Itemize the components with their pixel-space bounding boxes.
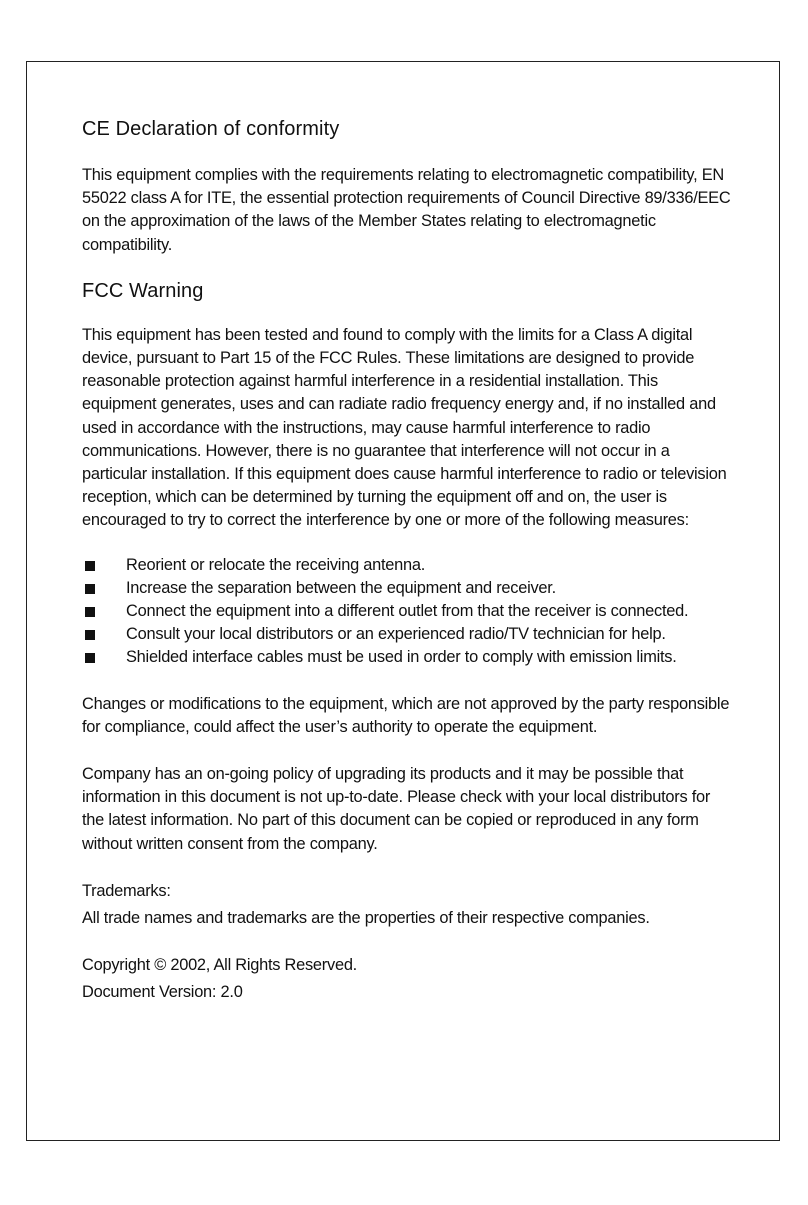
list-item <box>82 600 732 623</box>
square-bullet-icon <box>85 561 95 571</box>
ce-paragraph: This equipment complies with the requirements relating to electromagnetic compatibility, EN 55022 class A for ITE, the essential protection requirements of Council Directive 89/336/EEC on the approximation of the laws of the Member States relating to electromagnetic compatibility. <box>82 166 731 254</box>
list-item <box>82 554 732 577</box>
document-body <box>82 114 732 1005</box>
policy-notice: Company has an on-going policy of upgrading its products and it may be possible that information in this document is not up-to-date. Please check with your local distributors for the latest information. No part of this document can be copied or reproduced in any form without written consent from the company. <box>82 765 711 853</box>
fcc-paragraph: This equipment has been tested and found to comply with the limits for a Class A digital device, pursuant to Part 15 of the FCC Rules. These limitations are designed to provide reasonable protection against harmful interference in a residential installation. This equipment generates, uses and can radiate radio frequency energy and, if no installed and used in accordance with the instructions, may cause harmful interference to radio communications. However, there is no guarantee that interference will not occur in a particular installation. If this equipment does cause harmful interference to radio or television reception, which can be determined by turning the equipment off and on, the user is encouraged to try to correct the interference by one or more of the following measures: <box>82 325 727 530</box>
fcc-heading: FCC Warning <box>82 279 204 302</box>
list-item-text: Consult your local distributors or an experienced radio/TV technician for help. <box>126 625 666 644</box>
square-bullet-icon <box>85 584 95 594</box>
changes-notice: Changes or modifications to the equipment, which are not approved by the party responsible for compliance, could affect the user’s authority to operate the equipment. <box>82 694 730 736</box>
square-bullet-icon <box>85 653 95 663</box>
square-bullet-icon <box>85 607 95 617</box>
document-version: Document Version: 2.0 <box>82 983 243 1002</box>
fcc-measures-list <box>82 554 732 670</box>
list-item-text: Shielded interface cables must be used in order to comply with emission limits. <box>126 648 677 667</box>
square-bullet-icon <box>85 630 95 640</box>
list-item <box>82 646 732 669</box>
ce-heading: CE Declaration of conformity <box>82 118 340 140</box>
list-item-text: Reorient or relocate the receiving antenna. <box>126 555 426 574</box>
trademarks-label: Trademarks: <box>82 881 171 900</box>
list-item-text: Increase the separation between the equipment and receiver. <box>126 578 556 597</box>
trademarks-text: All trade names and trademarks are the properties of their respective companies. <box>82 909 650 928</box>
list-item <box>82 623 732 646</box>
list-item-text: Connect the equipment into a different outlet from that the receiver is connected. <box>126 602 689 621</box>
copyright-notice: Copyright © 2002, All Rights Reserved. <box>82 956 357 975</box>
list-item <box>82 577 732 600</box>
